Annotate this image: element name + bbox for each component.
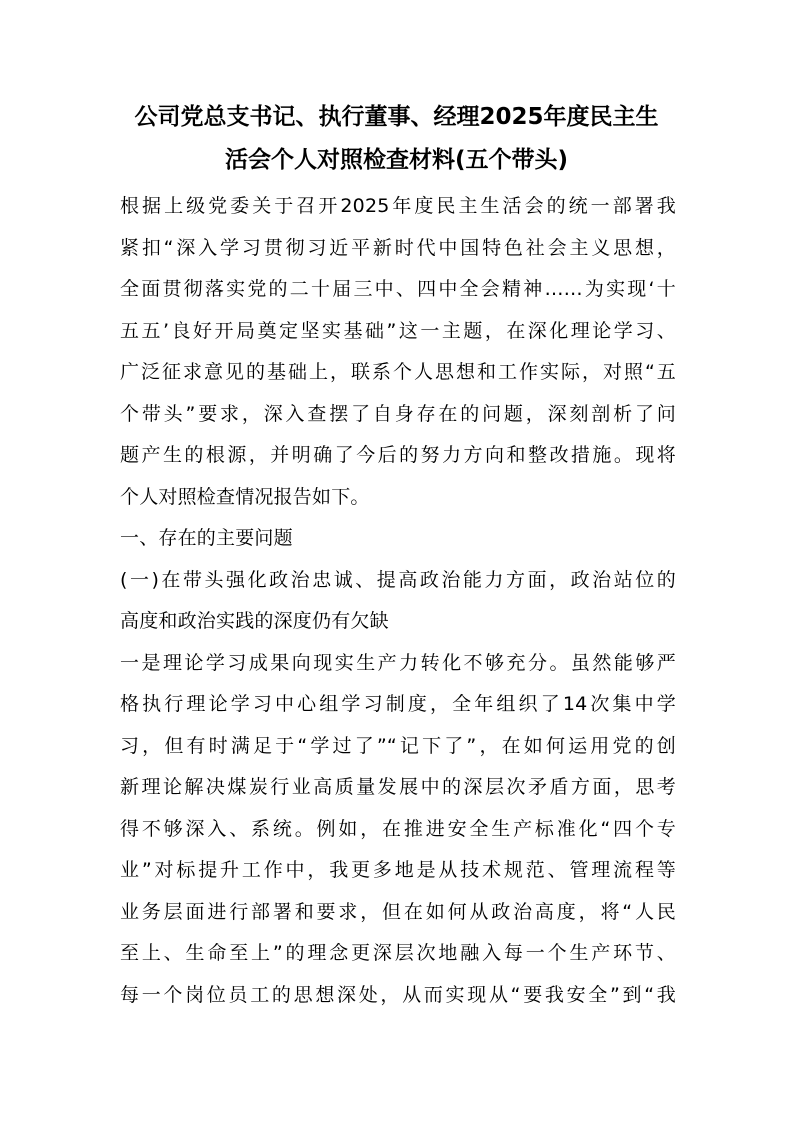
- body-text-line: 五五’良好开局奠定坚实基础”这一主题，在深化理论学习、: [120, 319, 676, 342]
- body-text-line: 高度和政治实践的深度仍有欠缺: [120, 610, 389, 632]
- body-text-line: 习，但有时满足于“学过了”“记下了”，在如何运用党的创: [120, 734, 676, 757]
- body-text-line: 题产生的根源，并明确了今后的努力方向和整改措施。现将: [120, 444, 676, 466]
- body-text-line: 至上、生命至上”的理念更深层次地融入每一个生产环节、: [120, 942, 676, 964]
- body-text-line: 新理论解决煤炭行业高质量发展中的深层次矛盾方面，思考: [120, 776, 676, 798]
- body-text-line: 一是理论学习成果向现实生产力转化不够充分。虽然能够严: [120, 651, 676, 674]
- document-title-line-1: 公司党总支书记、执行董事、经理2025年度民主生: [134, 104, 659, 130]
- body-text-line: 得不够深入、系统。例如，在推进安全生产标准化“四个专: [120, 817, 676, 840]
- document-title-line-2: 活会个人对照检查材料(五个带头): [224, 147, 569, 173]
- body-text-line: 业务层面进行部署和要求，但在如何从政治高度，将“人民: [120, 900, 676, 923]
- body-text-line: 格执行理论学习中心组学习制度，全年组织了14次集中学: [120, 693, 676, 715]
- body-text-line: 一、存在的主要问题: [120, 527, 293, 549]
- body-text-line: 每一个岗位员工的思想深处，从而实现从“要我安全”到“我: [120, 983, 676, 1006]
- body-text-line: 业”对标提升工作中，我更多地是从技术规范、管理流程等: [120, 859, 676, 881]
- document-body: [120, 186, 676, 1016]
- body-text-line: 全面贯彻落实党的二十届三中、四中全会精神……为实现‘十: [120, 278, 676, 300]
- body-text-line: 个带头”要求，深入查摆了自身存在的问题，深刻剖析了问: [120, 402, 676, 425]
- body-text-line: 根据上级党委关于召开2025年度民主生活会的统一部署我: [120, 195, 676, 217]
- body-text-line: 紧扣“深入学习贯彻习近平新时代中国特色社会主义思想，: [120, 236, 676, 259]
- body-text-line: 个人对照检查情况报告如下。: [120, 485, 370, 508]
- body-text-line: 广泛征求意见的基础上，联系个人思想和工作实际，对照“五: [120, 361, 676, 383]
- body-text-line: (一)在带头强化政治忠诚、提高政治能力方面，政治站位的: [120, 568, 676, 591]
